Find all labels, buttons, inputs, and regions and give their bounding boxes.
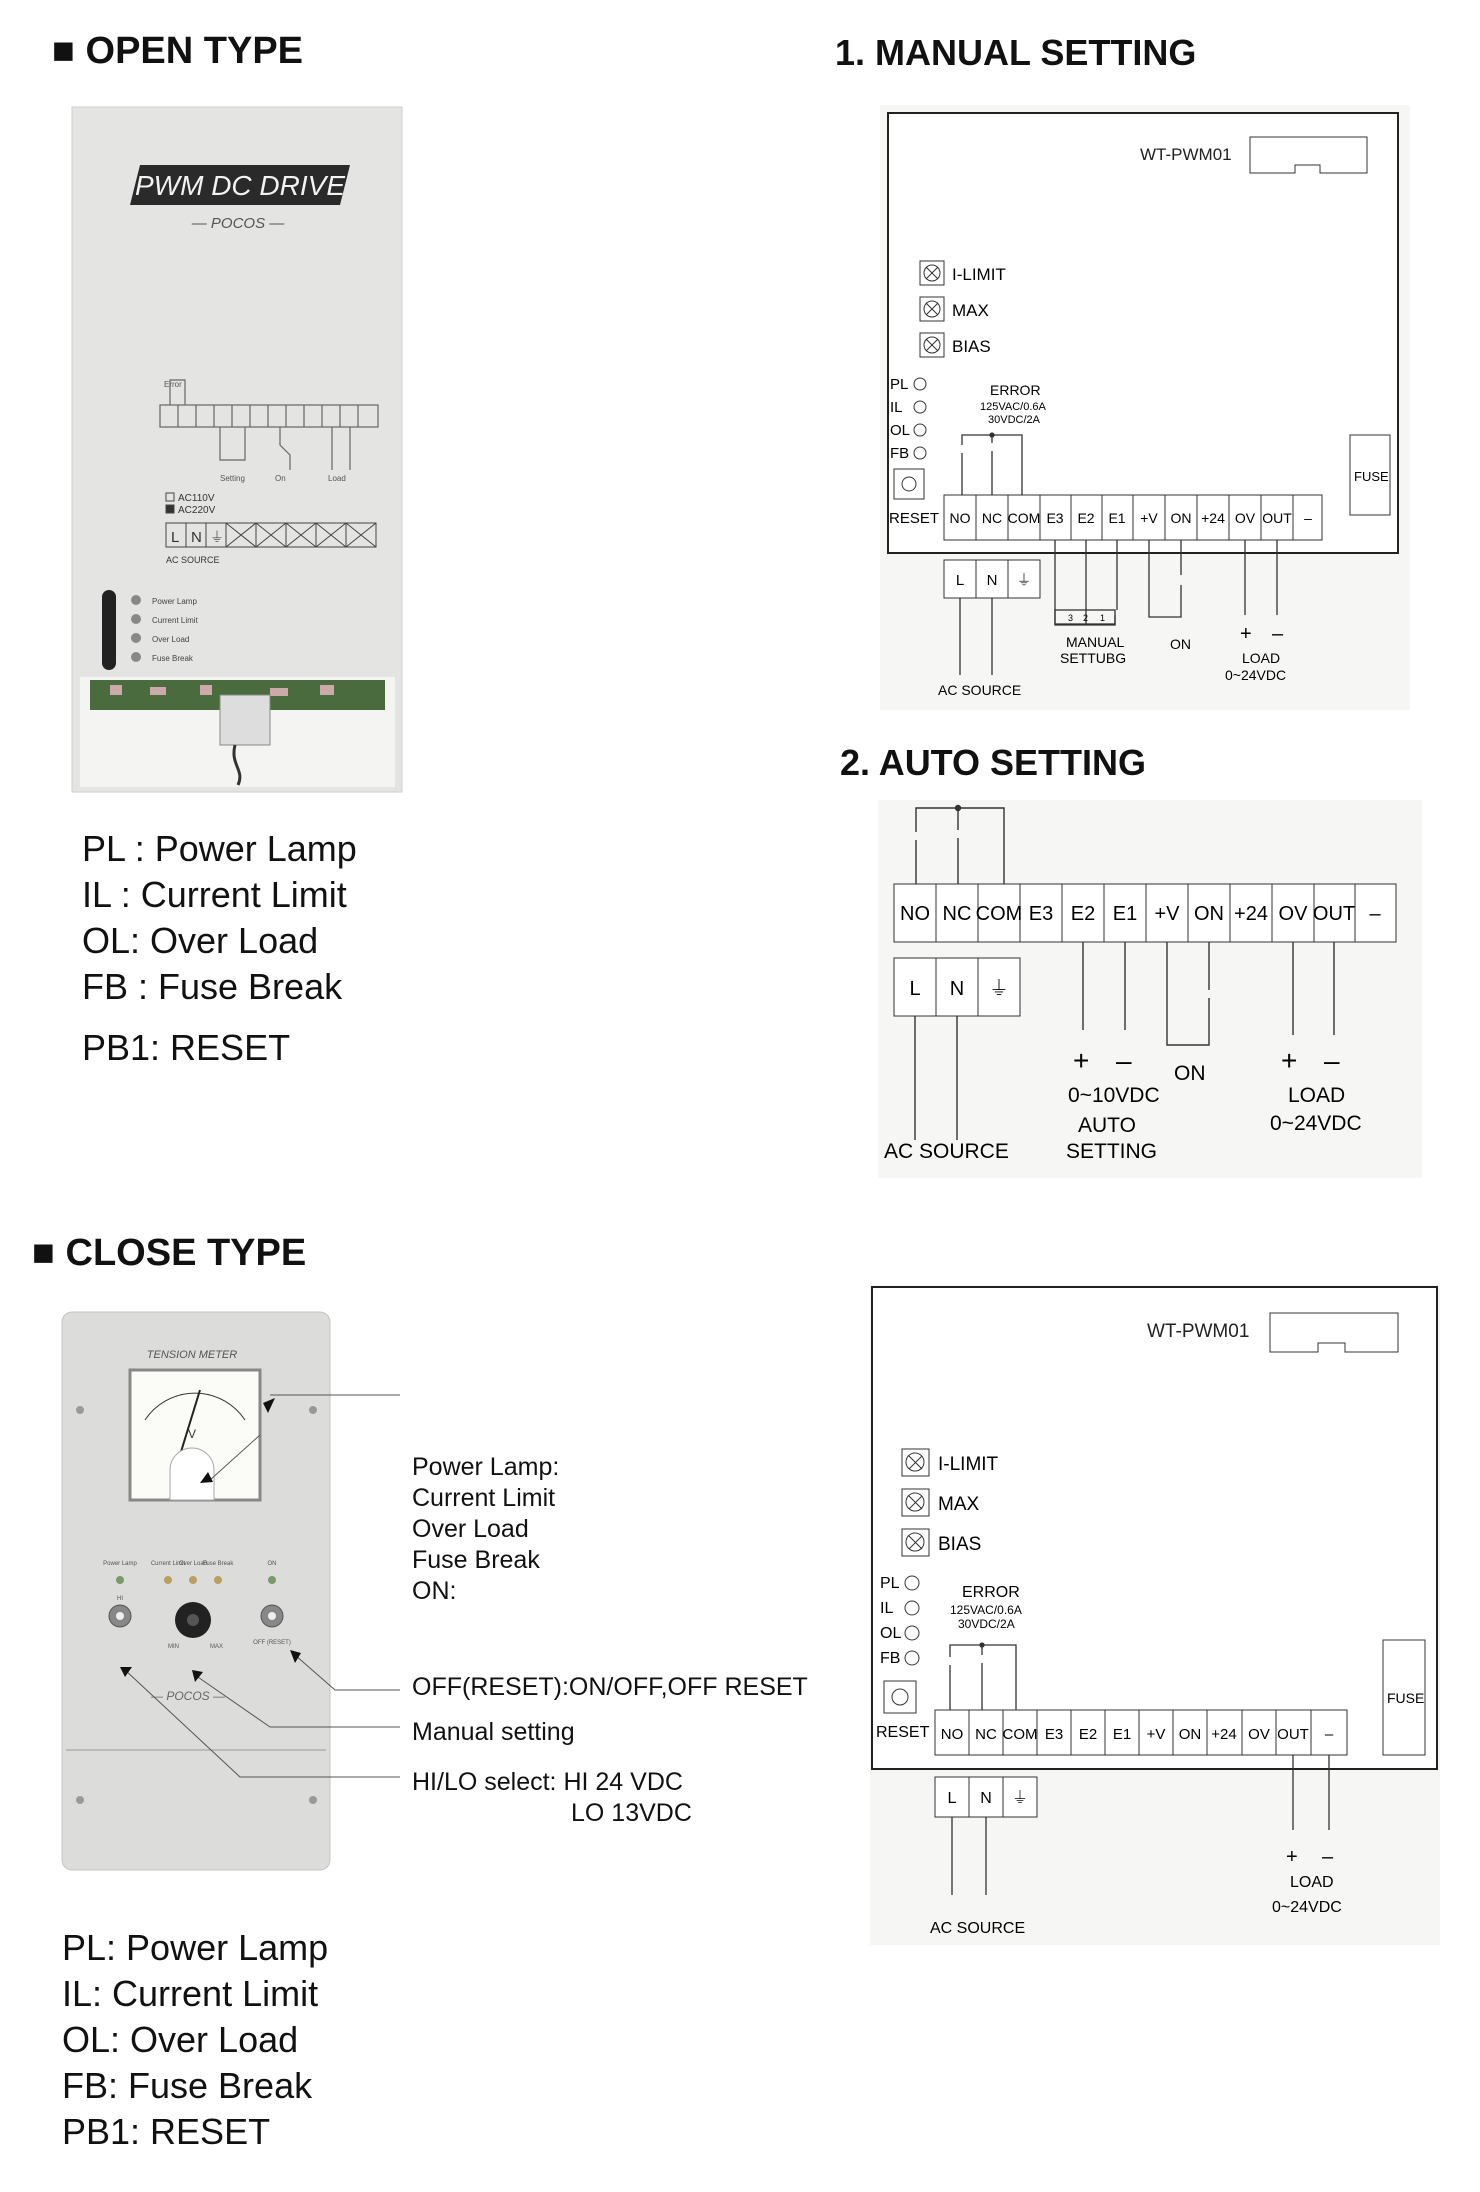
terminal-label: –	[1304, 510, 1312, 526]
load-range: 0~24VDC	[1270, 1112, 1362, 1135]
terminal-label: NO	[940, 1726, 964, 1743]
auto-label-2: SETTING	[1066, 1140, 1158, 1163]
close-wiring-diagram	[870, 1285, 1440, 1945]
terminal-label: E3	[1028, 903, 1054, 925]
status-led-label: IL	[890, 399, 903, 416]
on-label: ON	[1170, 636, 1191, 652]
ac-source-label: AC SOURCE	[884, 1140, 1009, 1163]
terminal-label: ON	[1194, 903, 1224, 925]
source-terminal: ⏚	[989, 978, 1009, 1000]
reset-label: RESET	[889, 510, 940, 527]
ac-source-label: AC SOURCE	[938, 682, 1022, 698]
terminal-label: NO	[900, 903, 930, 925]
meter-title: TENSION METER	[146, 1349, 238, 1361]
legend-item: PL: Power Lamp	[62, 1927, 329, 1968]
led-power-icon	[131, 595, 141, 605]
device-title: PWM DC DRIVE	[135, 170, 345, 201]
knob-label-max: MAX	[210, 1644, 224, 1650]
auto-setting-heading: 2. AUTO SETTING	[840, 742, 1147, 783]
pot-pin: 3	[1068, 613, 1074, 623]
terminal-label: OV	[1234, 510, 1256, 526]
callout-item: ON:	[412, 1577, 457, 1605]
ac-source-label: AC SOURCE	[930, 1920, 1026, 1937]
error-rating-dc: 30VDC/2A	[958, 1617, 1015, 1631]
lamp-label: Over Load	[178, 1561, 208, 1567]
manual-label: MANUAL	[1066, 634, 1125, 650]
terminal-label: OUT	[1312, 903, 1356, 925]
terminal-label: NC	[975, 1726, 997, 1743]
legend-reset: PB1: RESET	[82, 1027, 291, 1068]
callout-item: Over Load	[412, 1515, 529, 1543]
arrow-icon	[290, 1650, 301, 1663]
terminal-label: OUT	[1277, 1726, 1309, 1743]
lamp-label: ON	[267, 1561, 277, 1567]
status-led-label: FB	[890, 445, 910, 462]
terminal-label: +V	[1146, 1726, 1166, 1743]
callout-item: Fuse Break	[412, 1546, 540, 1574]
terminal-label: OUT	[1262, 510, 1292, 526]
status-led-label: OL	[880, 1625, 902, 1642]
screw-icon	[76, 1796, 84, 1804]
load-range: 0~24VDC	[1272, 1899, 1342, 1916]
terminal-label: –	[1324, 1726, 1334, 1743]
ac220-label: AC220V	[178, 505, 216, 516]
load-minus: –	[1272, 623, 1284, 645]
error-rating-dc: 30VDC/2A	[988, 414, 1040, 426]
ac-source-label: AC SOURCE	[166, 555, 220, 565]
legend-item: FB : Fuse Break	[82, 966, 343, 1007]
hilo-callout: HI/LO select: HI 24 VDC	[412, 1768, 683, 1796]
power-terminal-l: L	[171, 529, 180, 546]
terminal-label: NC	[981, 510, 1003, 526]
load-plus: +	[1281, 1045, 1298, 1076]
leader-knob	[195, 1675, 400, 1727]
auto-label: AUTO	[1078, 1114, 1136, 1137]
led-label: Power Lamp	[152, 597, 197, 606]
terminal-label: NO	[949, 510, 971, 526]
device-brand: — POCOS —	[150, 1689, 226, 1703]
terminal-label: E2	[1077, 510, 1095, 526]
hilo-callout-lo: LO 13VDC	[571, 1799, 692, 1827]
source-terminal: N	[980, 1790, 992, 1807]
power-terminal-ground: ⏚	[210, 529, 224, 545]
source-terminal: L	[947, 1790, 957, 1807]
terminal-label: +24	[1201, 510, 1225, 526]
trimmer-label: BIAS	[938, 1534, 982, 1555]
leader-hilo	[125, 1670, 400, 1777]
terminal-label: COM	[1007, 510, 1041, 526]
legend-item: FB: Fuse Break	[62, 2065, 313, 2106]
knob-label-min: MIN	[168, 1644, 179, 1650]
error-label: ERROR	[990, 382, 1041, 398]
trimmer-label: I-LIMIT	[938, 1454, 999, 1475]
on-label: ON	[1174, 1062, 1206, 1085]
pot-pin: 1	[1100, 613, 1106, 623]
status-led-label: PL	[880, 1575, 900, 1592]
load-label: LOAD	[1290, 1874, 1334, 1891]
terminal-label: E1	[1112, 903, 1138, 925]
auto-minus: –	[1116, 1045, 1132, 1076]
error-label: ERROR	[962, 1584, 1020, 1601]
board-label-load: Load	[328, 474, 346, 483]
source-terminal: ⏚	[1016, 572, 1032, 589]
trimmer-label: MAX	[938, 1494, 980, 1515]
auto-setting-diagram	[878, 800, 1422, 1178]
led-label: Fuse Break	[152, 654, 193, 663]
terminal-label: E1	[1112, 1726, 1132, 1743]
auto-plus: +	[1073, 1045, 1090, 1076]
status-led-label: OL	[890, 422, 911, 439]
pot-pin: 2	[1083, 613, 1089, 623]
terminal-label: E3	[1044, 1726, 1064, 1743]
status-led-label: PL	[890, 376, 909, 393]
legend-item: PL : Power Lamp	[82, 828, 357, 869]
trimmer-label: BIAS	[952, 337, 991, 356]
terminal-label: ON	[1170, 510, 1192, 526]
terminal-label: NC	[942, 903, 972, 925]
pcb-connector	[220, 695, 270, 745]
lamp-label: Power Lamp	[103, 1561, 137, 1567]
board-label-setting: Setting	[220, 474, 245, 483]
load-minus: –	[1324, 1045, 1340, 1076]
fuse-label: FUSE	[1354, 469, 1389, 484]
manual-setting-heading: 1. MANUAL SETTING	[835, 32, 1197, 73]
open-type-legend	[82, 826, 357, 1071]
error-rating-ac: 125VAC/0.6A	[950, 1603, 1022, 1617]
legend-item: OL: Over Load	[62, 2019, 299, 2060]
reset-label: RESET	[876, 1724, 930, 1741]
manual-label-2: SETTUBG	[1060, 650, 1127, 666]
terminal-label: E3	[1046, 510, 1064, 526]
leader-lines	[125, 1395, 400, 1777]
terminal-label: E2	[1078, 1726, 1098, 1743]
fuse-label: FUSE	[1387, 1690, 1425, 1706]
led-label: Current Limit	[152, 616, 198, 625]
source-terminal: ⏚	[1011, 1790, 1029, 1807]
screw-icon	[76, 1406, 84, 1414]
switch-label-off: OFF (RESET)	[253, 1640, 291, 1646]
close-type-lamp-callouts	[412, 1452, 559, 1607]
legend-item: PB1: RESET	[62, 2111, 271, 2152]
trimmer-label: MAX	[952, 301, 989, 320]
terminal-label: ON	[1178, 1726, 1202, 1743]
status-led-label: IL	[880, 1600, 894, 1617]
source-terminal: N	[986, 572, 998, 589]
terminal-label: E1	[1108, 510, 1126, 526]
switch-callout: OFF(RESET):ON/OFF,OFF RESET	[412, 1673, 808, 1701]
terminal-label: +V	[1140, 510, 1158, 526]
led-overload-icon	[131, 633, 141, 643]
model-label: WT-PWM01	[1140, 145, 1232, 164]
terminal-label: +24	[1211, 1726, 1237, 1743]
power-terminal-n: N	[191, 529, 202, 546]
load-minus: –	[1322, 1846, 1334, 1868]
terminal-label: COM	[975, 903, 1023, 925]
led-window	[102, 590, 116, 670]
terminal-label: +V	[1154, 903, 1180, 925]
legend-item: IL: Current Limit	[62, 1973, 319, 2014]
arrow-icon	[192, 1670, 203, 1682]
lamp-label: Fuse Break	[202, 1561, 234, 1567]
board-label-error: Error	[164, 380, 182, 389]
terminal-label: COM	[1002, 1726, 1038, 1743]
load-plus: +	[1286, 1846, 1298, 1868]
arrow-icon	[200, 1472, 213, 1483]
meter-unit: V	[188, 1427, 197, 1441]
terminal-label: OV	[1248, 1726, 1270, 1743]
terminal-label: –	[1369, 903, 1381, 925]
error-rating-ac: 125VAC/0.6A	[980, 401, 1046, 413]
switch-label-hi: HI	[117, 1596, 123, 1602]
led-current-icon	[131, 614, 141, 624]
terminal-label: OV	[1278, 903, 1308, 925]
model-label: WT-PWM01	[1147, 1321, 1250, 1342]
controller-box	[888, 113, 1398, 553]
controller-box	[872, 1287, 1437, 1769]
legend-item: IL : Current Limit	[82, 874, 347, 915]
auto-range: 0~10VDC	[1068, 1084, 1160, 1107]
callout-item: Power Lamp:	[412, 1453, 560, 1481]
ac220-checkbox	[166, 505, 174, 513]
load-range: 0~24VDC	[1225, 667, 1287, 683]
manual-setting-diagram	[880, 105, 1410, 710]
callout-leaders	[100, 1380, 410, 1800]
ac110-label: AC110V	[178, 493, 215, 504]
leader-switch	[295, 1655, 400, 1690]
load-label: LOAD	[1242, 650, 1281, 666]
load-plus: +	[1240, 623, 1252, 645]
source-terminal: L	[909, 978, 921, 1000]
led-fuse-icon	[131, 652, 141, 662]
source-terminal: L	[955, 572, 965, 589]
led-label: Over Load	[152, 635, 190, 644]
close-type-heading: ■ CLOSE TYPE	[32, 1232, 307, 1274]
terminal-label: +24	[1234, 903, 1268, 925]
open-type-device-photo	[70, 105, 405, 795]
legend-item: OL: Over Load	[82, 920, 319, 961]
trimmer-label: I-LIMIT	[952, 265, 1006, 284]
source-terminal: N	[949, 978, 965, 1000]
load-label: LOAD	[1288, 1084, 1346, 1107]
callout-item: Current Limit	[412, 1484, 556, 1512]
board-label-on: On	[275, 474, 286, 483]
terminal-label: E2	[1070, 903, 1096, 925]
leader-lamps	[210, 1435, 260, 1480]
status-led-label: FB	[880, 1650, 901, 1667]
lamp-label: Current Limit	[150, 1561, 186, 1567]
close-type-legend	[62, 1925, 328, 2155]
arrow-icon	[263, 1398, 275, 1413]
manual-callout: Manual setting	[412, 1718, 575, 1746]
device-brand: — POCOS —	[191, 215, 285, 232]
open-type-heading: ■ OPEN TYPE	[52, 30, 304, 72]
